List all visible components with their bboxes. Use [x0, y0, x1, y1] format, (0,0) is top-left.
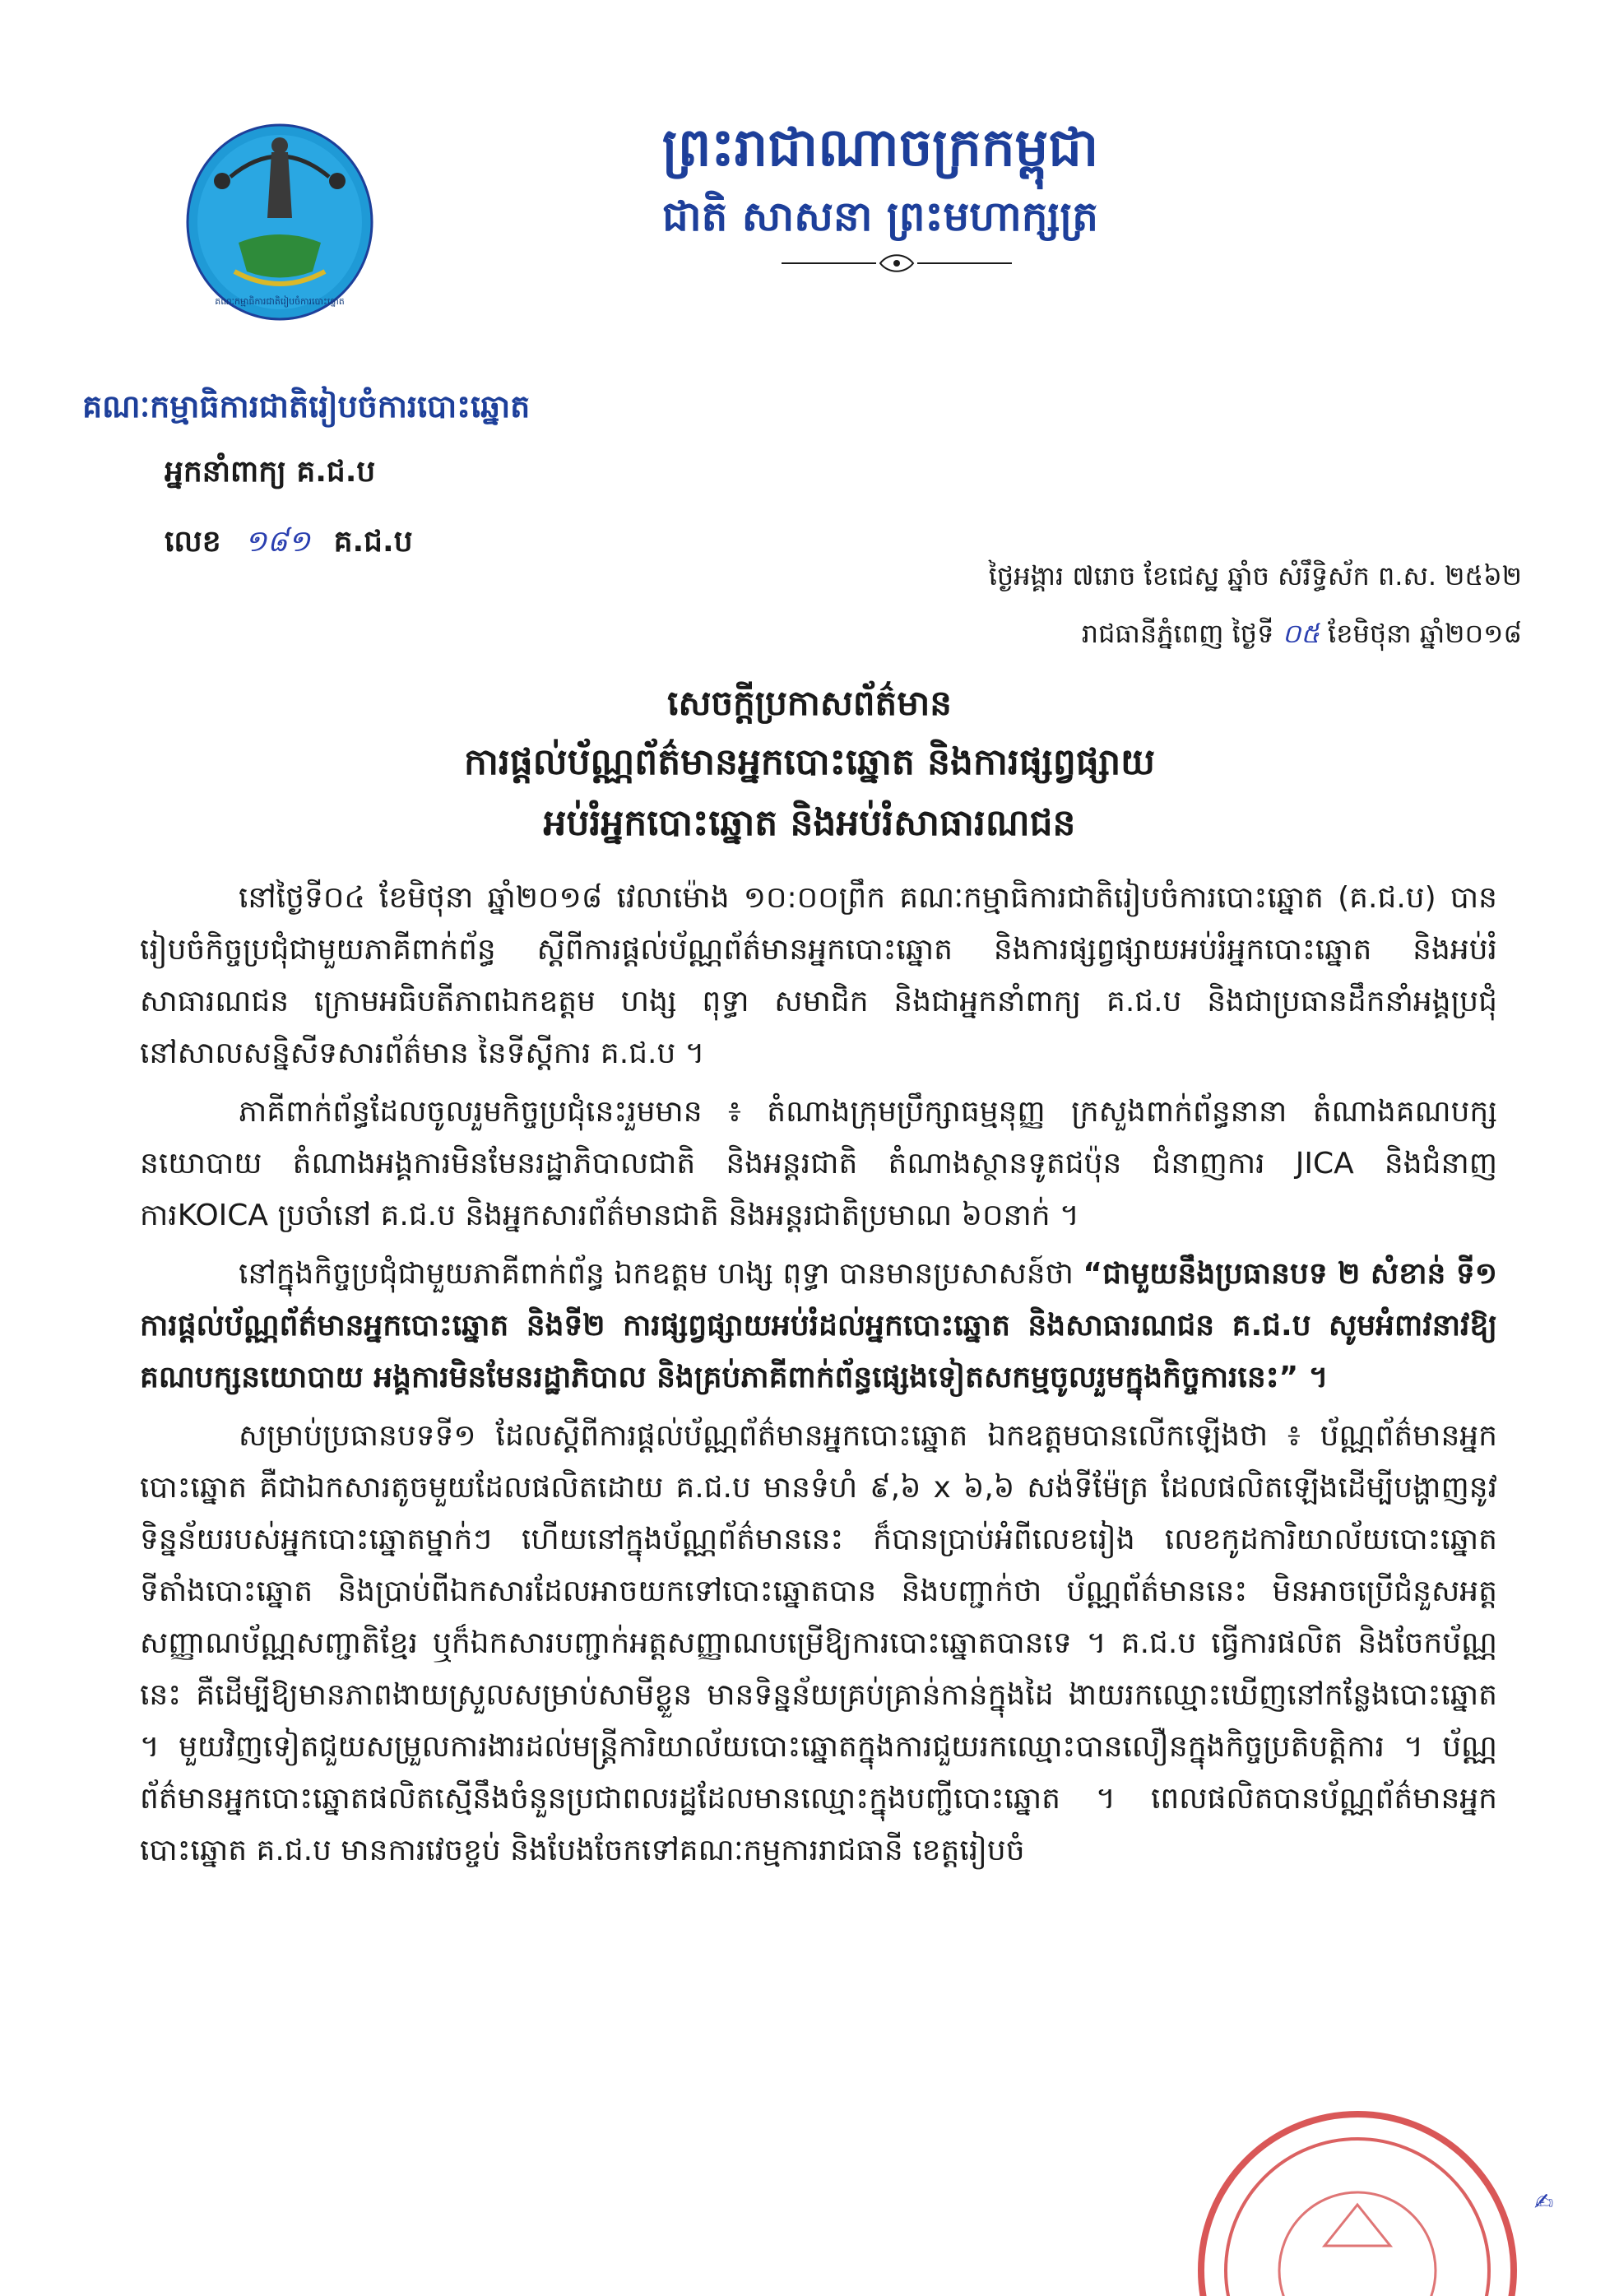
paragraph-3-quote: “ជាមួយនឹងប្រធានបទ ២ សំខាន់ ទី១ ការផ្តល់ប័ណ្ណព័ត៌មានអ្នកបោះឆ្នោត និងទី២ ការផ្សព្វផ្សាយអប់រំដល់អ្នកបោះឆ្នោត និងសាធារណជន គ.ជ.ប សូមអំពាវនាវឱ្យគណបក្សនយោបាយ អង្គការមិនមែនរដ្ឋាភិបាល និងគ្រប់ភាគីពាក់ព័ន្ធផ្សេងទៀតសកម្មចូលរួមក្នុងកិច្ចការនេះ” ។ — [140, 1257, 1497, 1394]
title-line-2: ការផ្តល់ប័ណ្ណព័ត៌មានអ្នកបោះឆ្នោត និងការផ្សព្វផ្សាយ — [463, 741, 1156, 783]
paragraph-2: ភាគីពាក់ព័ន្ធដែលចូលរួមកិច្ចប្រជុំនេះរួមមាន ៖ តំណាងក្រុមប្រឹក្សាធម្មនុញ្ញ ក្រសួងពាក់ព័ន្ធនានា តំណាងគណបក្សនយោបាយ តំណាងអង្គការមិនមែនរដ្ឋាភិបាលជាតិ និងអន្តរជាតិ តំណាងស្ថានទូតជប៉ុន ជំនាញការ JICA និងជំនាញការKOICA ប្រចាំនៅ គ.ជ.ប និងអ្នកសារព័ត៌មានជាតិ និងអន្តរជាតិប្រមាណ ៦០នាក់ ។ — [140, 1095, 1497, 1232]
spokesperson-label: អ្នកនាំពាក្យ គ.ជ.ប — [165, 455, 376, 489]
paragraph-4: សម្រាប់ប្រធានបទទី១ ដែលស្តីពីការផ្តល់ប័ណ្ណព័ត៌មានអ្នកបោះឆ្នោត ឯកឧត្តមបានលើកឡើងថា ៖ ប័ណ្ណព័ត៌មានអ្នកបោះឆ្នោត គឺជាឯកសារតូចមួយដែលផលិតដោយ គ.ជ.ប មានទំហំ ៩,៦ x ៦,៦ សង់ទីម៉ែត្រ ដែលផលិតឡើងដើម្បីបង្ហាញនូវទិន្នន័យរបស់អ្នកបោះឆ្នោតម្នាក់ៗ ហើយនៅក្នុងប័ណ្ណព័ត៌មាននេះ ក៏បានប្រាប់អំពីលេខរៀង លេខកូដការិយាល័យបោះឆ្នោត ទីតាំងបោះឆ្នោត និងប្រាប់ពីឯកសារដែលអាចយកទៅបោះឆ្នោតបាន និងបញ្ជាក់ថា ប័ណ្ណព័ត៌មាននេះ មិនអាចប្រើជំនួសអត្តសញ្ញាណប័ណ្ណសញ្ជាតិខ្មែរ ឬក៏ឯកសារបញ្ជាក់អត្តសញ្ញាណបម្រើឱ្យការបោះឆ្នោតបានទេ ។ គ.ជ.ប ធ្វើការផលិត និងចែកប័ណ្ណនេះ គឺដើម្បីឱ្យមានភាពងាយស្រួលសម្រាប់សាមីខ្លួន មានទិន្នន័យគ្រប់គ្រាន់កាន់ក្នុងដៃ ងាយរកឈ្មោះឃើញនៅកន្លែងបោះឆ្នោត ។ មួយវិញទៀតជួយសម្រួលការងារដល់មន្ត្រីការិយាល័យបោះឆ្នោតក្នុងការជួយរកឈ្មោះបានលឿនក្នុងកិច្ចប្រតិបត្តិការ ។ ប័ណ្ណព័ត៌មានអ្នកបោះឆ្នោតផលិតស្មើនឹងចំនួនប្រជាពលរដ្ឋដែលមានឈ្មោះក្នុងបញ្ជីបោះឆ្នោត ។ ពេលផលិតបានប័ណ្ណព័ត៌មានអ្នកបោះឆ្នោត គ.ជ.ប មានការវេចខ្ចប់ និងបែងចែកទៅគណៈកម្មការរាជធានី ខេត្តរៀបចំ — [140, 1419, 1497, 1867]
announcement-title — [247, 675, 1372, 854]
logo-caption: គណៈកម្មាធិការជាតិរៀបចំការបោះឆ្នោត — [215, 296, 345, 307]
official-stamp-icon — [1185, 2081, 1530, 2296]
solar-date-day: ០៥ — [1282, 618, 1320, 649]
signature-mark-icon: ✍ — [1534, 2188, 1554, 2215]
organization-name: គណៈកម្មាធិការជាតិរៀបចំការបោះឆ្នោត — [82, 388, 531, 424]
ref-number: ១៨១ — [244, 525, 311, 559]
national-motto: ជាតិ សាសនា ព្រះមហាក្សត្រ — [662, 192, 1098, 240]
ref-suffix: គ.ជ.ប — [333, 525, 413, 559]
solar-date-suffix: ខែមិថុនា ឆ្នាំ២០១៨ — [1328, 618, 1522, 649]
paragraph-3 — [140, 1248, 1497, 1403]
paragraph-1: នៅថ្ងៃទី០៤ ខែមិថុនា ឆ្នាំ២០១៨ វេលាម៉ោង ១០:០០ព្រឹក គណៈកម្មាធិការជាតិរៀបចំការបោះឆ្នោត (គ.ជ.ប) បានរៀបចំកិច្ចប្រជុំជាមួយភាគីពាក់ព័ន្ធ ស្តីពីការផ្តល់ប័ណ្ណព័ត៌មានអ្នកបោះឆ្នោត និងការផ្សព្វផ្សាយអប់រំអ្នកបោះឆ្នោត និងអប់រំសាធារណជន ក្រោមអធិបតីភាពឯកឧត្តម ហង្ស ពុទ្ធា សមាជិក និងជាអ្នកនាំពាក្យ គ.ជ.ប និងជាប្រធានដឹកនាំអង្គប្រជុំ នៅសាលសន្និសីទសារព័ត៌មាន នៃទីស្តីការ គ.ជ.ប ។ — [140, 881, 1497, 1070]
nec-logo-icon — [181, 119, 378, 333]
letterhead — [568, 111, 1193, 248]
kingdom-title: ព្រះរាជាណាចក្រកម្ពុជា — [661, 117, 1099, 179]
solar-date — [864, 617, 1522, 656]
announcement-body — [140, 872, 1497, 1883]
title-line-1: សេចក្តីប្រកាសព័ត៌មាន — [667, 683, 952, 723]
lunar-date: ថ្ងៃអង្គារ ៧រោច ខែជេស្ឋ ឆ្នាំច សំរឹទ្ធិស័ក ព.ស. ២៥៦២ — [988, 560, 1522, 591]
ornament-divider-icon — [773, 251, 1020, 276]
paragraph-3-lead: នៅក្នុងកិច្ចប្រជុំជាមួយភាគីពាក់ព័ន្ធ ឯកឧត្តម ហង្ស ពុទ្ធា បានមានប្រសាសន៍ថា — [239, 1257, 1074, 1291]
reference-number — [165, 522, 413, 566]
solar-date-prefix: រាជធានីភ្នំពេញ ថ្ងៃទី — [1081, 618, 1274, 649]
title-line-3: អប់រំអ្នកបោះឆ្នោត និងអប់រំសាធារណជន — [543, 802, 1076, 844]
ref-label: លេខ — [165, 525, 221, 559]
